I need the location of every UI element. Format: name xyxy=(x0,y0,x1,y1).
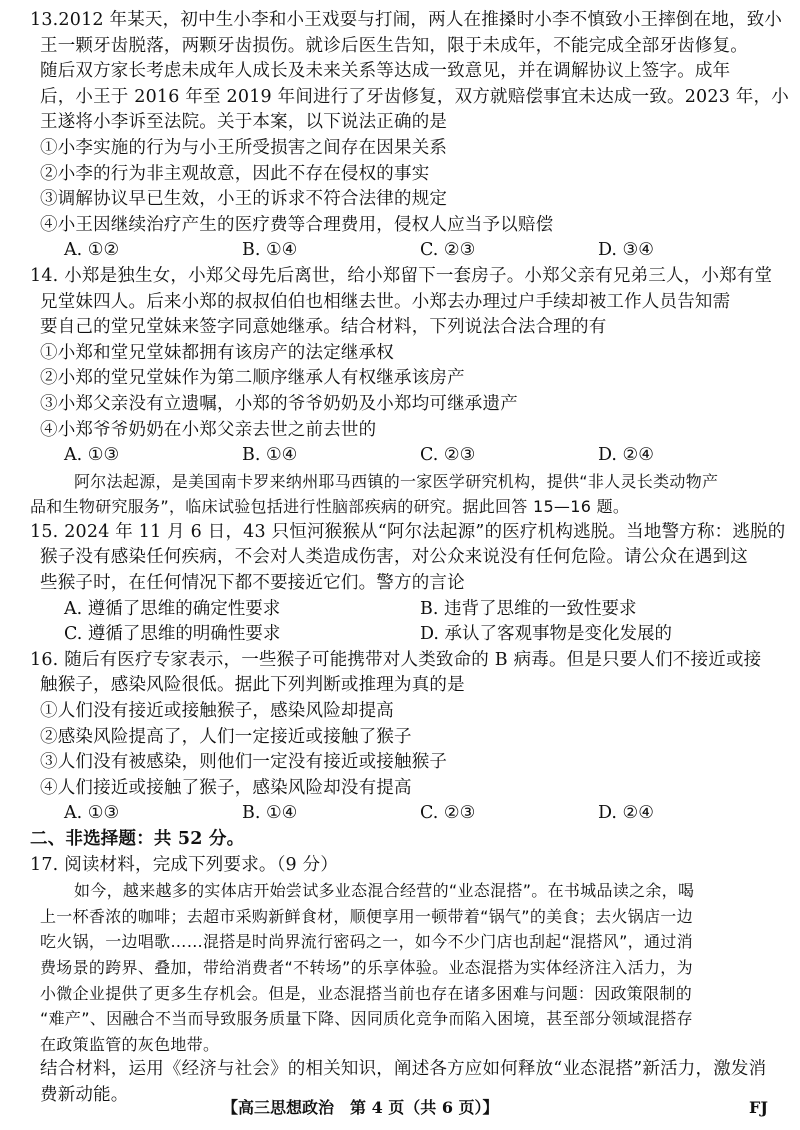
statement: ③调解协议早已生效，小王的诉求不符合法律的规定 xyxy=(40,189,448,210)
question-text: 13.2012 年某天，初中生小李和小王戏耍与打闹，两人在推搡时小李不慎致小王摔倒在地，致小 xyxy=(30,10,783,30)
option-b: B. ①④ xyxy=(242,803,298,824)
option-b: B. ①④ xyxy=(242,240,298,261)
footer-page-info: 【高三思想政治 第 4 页（共 6 页）】 xyxy=(222,1098,499,1117)
option-b: B. 违背了思维的一致性要求 xyxy=(420,598,637,619)
question-15 xyxy=(30,520,786,648)
material-text: 吃火锅，一边唱歌……混搭是时尚界流行密码之一，如今不少门店也刮起“混搭风”，通过消 xyxy=(40,932,693,952)
statement: ④小王因继续治疗产生的医疗费等合理费用，侵权人应当予以赔偿 xyxy=(40,214,554,235)
material-text: 上一杯香浓的咖啡；去超市采购新鲜食材，顺便享用一顿带着“锅气”的美食；去火锅店一边 xyxy=(40,906,693,926)
question-text: 王一颗牙齿脱落，两颗牙齿损伤。就诊后医生告知，限于未成年，不能完成全部牙齿修复。 xyxy=(40,35,748,56)
material-text: 品和生物研究服务”，临床试验包括进行性脑部疾病的研究。据此回答 15—16 题。 xyxy=(30,497,630,517)
material-text: 阿尔法起源，是美国南卡罗来纳州耶马西镇的一家医学研究机构，提供“非人灵长类动物产 xyxy=(74,471,719,491)
option-a: A. ①② xyxy=(64,240,120,261)
question-text: 随后双方家长考虑未成年人成长及未来关系等达成一致意见，并在调解协议上签字。成年 xyxy=(40,61,731,82)
statement: ①人们没有接近或接触猴子，感染风险却提高 xyxy=(40,701,394,722)
question-text: 些猴子时，在任何情况下都不要接近它们。警方的言论 xyxy=(40,573,465,594)
question-14 xyxy=(30,264,782,469)
question-text: 要自己的堂兄堂妹来签字同意她继承。结合材料，下列说法合法合理的有 xyxy=(40,317,607,338)
statement: ④小郑爷爷奶奶在小郑父亲去世之前去世的 xyxy=(40,419,377,440)
statement: ①小李实施的行为与小王所受损害之间存在因果关系 xyxy=(40,137,448,158)
material-text: 在政策监管的灰色地带。 xyxy=(40,1034,220,1054)
question-text: 14. 小郑是独生女，小郑父母先后离世，给小郑留下一套房子。小郑父亲有兄弟三人，小郑有堂 xyxy=(30,265,773,286)
statement: ②小郑的堂兄堂妹作为第二顺序继承人有权继承该房产 xyxy=(40,368,465,389)
task-text: 结合材料，运用《经济与社会》的相关知识，阐述各方应如何释放“业态混搭”新活力，激发消 xyxy=(40,1059,767,1080)
question-text: 15. 2024 年 11 月 6 日，43 只恒河猴猴从“阿尔法起源”的医疗机构逃脱。当地警方称：逃脱的 xyxy=(30,521,786,542)
task-text: 费新动能。 xyxy=(40,1084,129,1105)
option-c: C. ②③ xyxy=(420,240,476,261)
options-row xyxy=(30,622,782,648)
option-d: D. ③④ xyxy=(598,240,654,261)
options-row xyxy=(30,597,782,623)
exam-page xyxy=(30,8,789,1109)
option-a: A. 遵循了思维的确定性要求 xyxy=(64,598,281,619)
question-text: 后，小王于 2016 年至 2019 年间进行了牙齿修复，双方就赔偿事宜未达成一致。2023 年，小 xyxy=(40,86,789,107)
question-17 xyxy=(30,853,782,1109)
option-a: A. ①③ xyxy=(64,803,120,824)
statement: ③人们没有被感染，则他们一定没有接近或接触猴子 xyxy=(40,752,448,773)
question-16 xyxy=(30,648,782,827)
material-text: 小微企业提供了更多生存机会。但是，业态混搭当前也存在诸多困难与问题：因政策限制的 xyxy=(40,983,693,1003)
question-text: 17. 阅读材料，完成下列要求。（9 分） xyxy=(30,854,339,875)
question-text: 兄堂妹四人。后来小郑的叔叔伯伯也相继去世。小郑去办理过户手续却被工作人员告知需 xyxy=(40,291,731,312)
option-c: C. 遵循了思维的明确性要求 xyxy=(64,624,281,645)
material-text: 费场景的跨界、叠加，带给消费者“不转场”的乐享体验。业态混搭为实体经济注入活力，为 xyxy=(40,957,693,977)
option-c: C. ②③ xyxy=(420,445,476,466)
option-d: D. 承认了客观事物是变化发展的 xyxy=(420,624,673,645)
options xyxy=(30,443,782,469)
options xyxy=(30,238,782,264)
question-text: 触猴子，感染风险很低。据此下列判断或推理为真的是 xyxy=(40,675,465,696)
material-text: 如今，越来越多的实体店开始尝试多业态混合经营的“业态混搭”。在书城品读之余，喝 xyxy=(74,881,695,901)
material-text: “难产”、因融合不当而导致服务质量下降、因同质化竞争而陷入困境，甚至部分领域混搭存 xyxy=(40,1009,693,1029)
option-d: D. ②④ xyxy=(598,803,654,824)
question-13 xyxy=(30,8,789,264)
option-b: B. ①④ xyxy=(242,445,298,466)
option-a: A. ①③ xyxy=(64,445,120,466)
footer-code: FJ xyxy=(749,1098,768,1117)
shared-material xyxy=(30,469,782,520)
statement: ②小李的行为非主观故意，因此不存在侵权的事实 xyxy=(40,163,430,184)
section-heading: 二、非选择题：共 52 分。 xyxy=(30,829,245,849)
statement: ②感染风险提高了，人们一定接近或接触了猴子 xyxy=(40,726,412,747)
question-text: 王遂将小李诉至法院。关于本案，以下说法正确的是 xyxy=(40,112,448,133)
statement: ③小郑父亲没有立遗嘱，小郑的爷爷奶奶及小郑均可继承遗产 xyxy=(40,393,518,414)
statement: ①小郑和堂兄堂妹都拥有该房产的法定继承权 xyxy=(40,342,394,363)
question-text: 猴子没有感染任何疾病，不会对人类造成伤害，对公众来说没有任何危险。请公众在遇到这 xyxy=(40,547,748,568)
statement: ④人们接近或接触了猴子，感染风险却没有提高 xyxy=(40,777,412,798)
option-c: C. ②③ xyxy=(420,803,476,824)
question-text: 16. 随后有医疗专家表示，一些猴子可能携带对人类致命的 B 病毒。但是只要人们不接近或接 xyxy=(30,649,762,670)
options xyxy=(30,801,782,827)
option-d: D. ②④ xyxy=(598,445,654,466)
